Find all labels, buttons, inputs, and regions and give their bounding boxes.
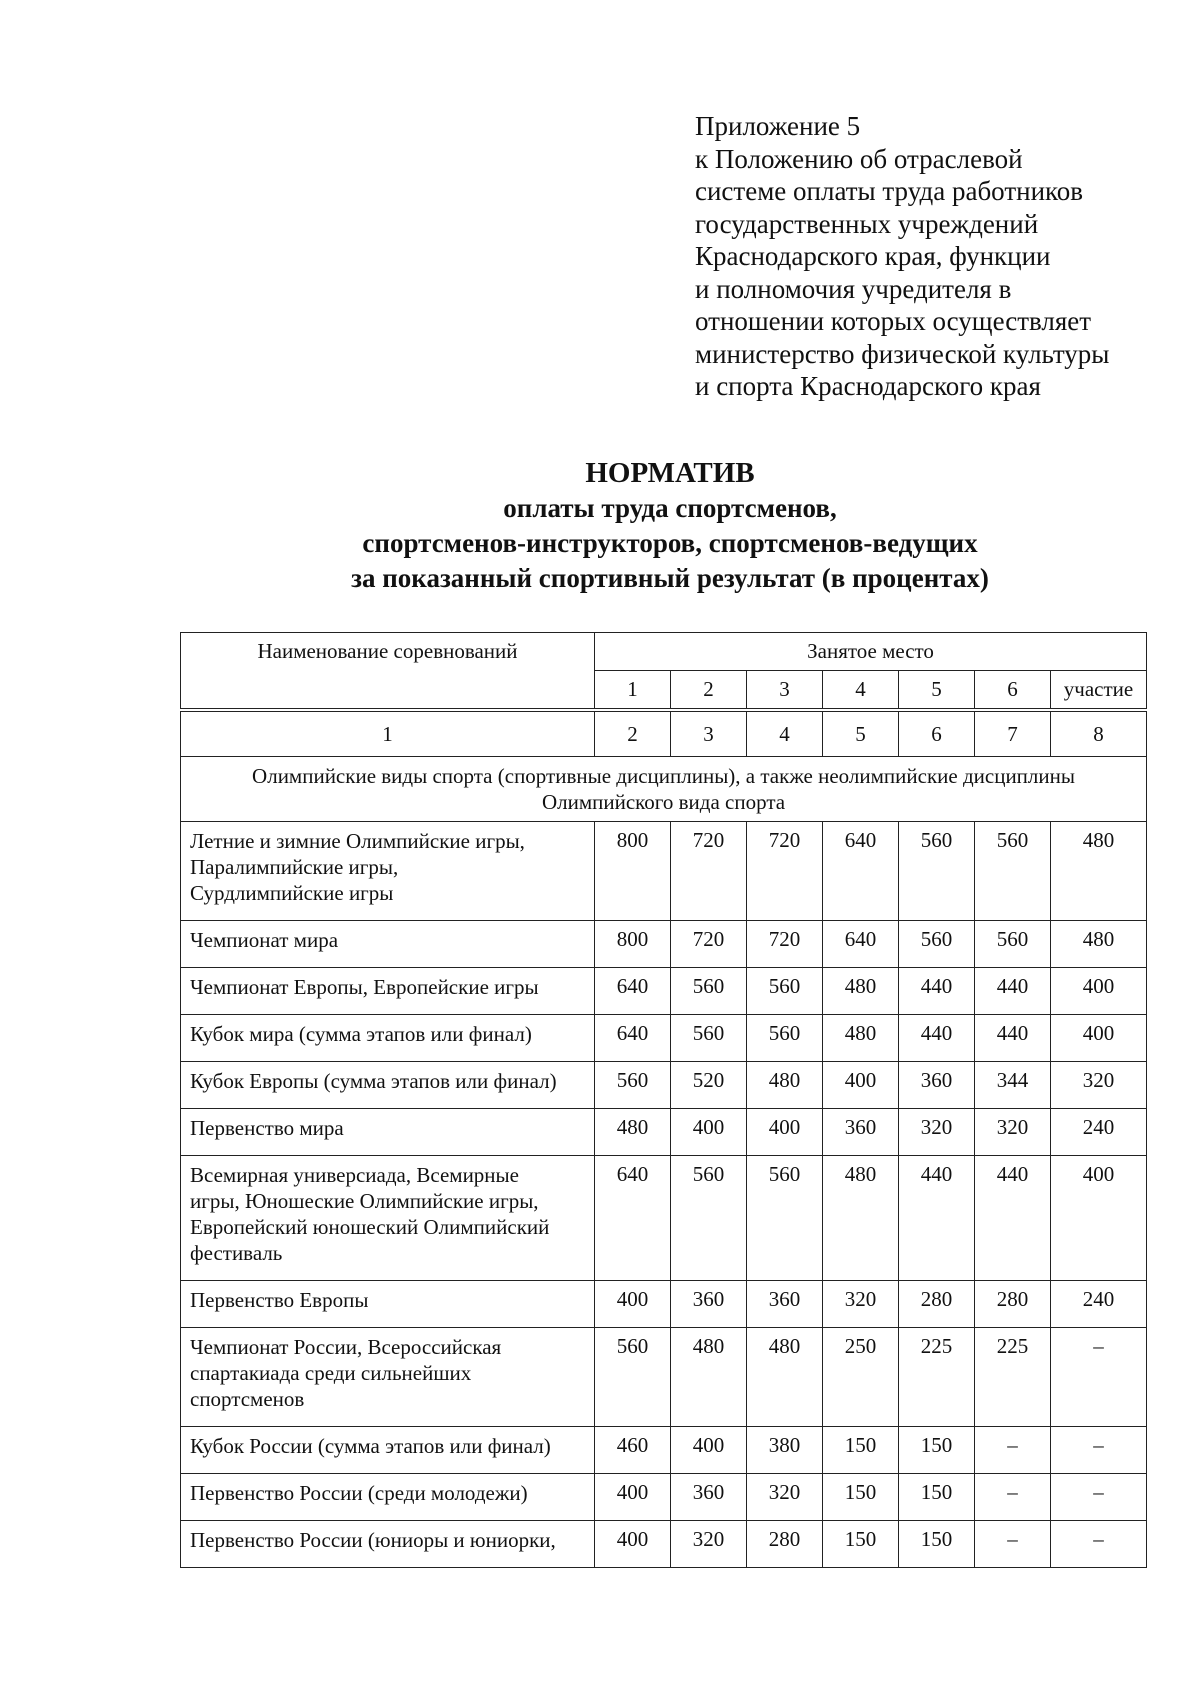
competition-name-line: спортсменов xyxy=(190,1387,305,1411)
percent-cell: 150 xyxy=(823,1474,899,1521)
table-row xyxy=(181,1474,1147,1521)
percent-cell: 720 xyxy=(671,822,747,921)
appendix-line: к Положению об отраслевой xyxy=(695,143,1023,174)
percent-cell: 800 xyxy=(595,921,671,968)
percent-cell: 150 xyxy=(899,1521,975,1568)
document-heading xyxy=(200,455,1140,596)
competition-name-line: Первенство Европы xyxy=(190,1288,369,1312)
table-row xyxy=(181,1015,1147,1062)
percent-cell: 440 xyxy=(975,1156,1051,1281)
percent-cell: 360 xyxy=(671,1281,747,1328)
table-row xyxy=(181,1427,1147,1474)
competition-name-line: Кубок мира (сумма этапов или финал) xyxy=(190,1022,532,1046)
percent-cell: 360 xyxy=(899,1062,975,1109)
percent-cell: – xyxy=(1051,1474,1147,1521)
percent-cell: 480 xyxy=(595,1109,671,1156)
competition-name-line: Чемпионат Европы, Европейские игры xyxy=(190,975,539,999)
place-header: 6 xyxy=(975,671,1051,711)
competition-name-line: Кубок России (сумма этапов или финал) xyxy=(190,1434,551,1458)
column-number: 8 xyxy=(1051,710,1147,757)
percent-cell: 560 xyxy=(747,1156,823,1281)
competition-name-line: Летние и зимние Олимпийские игры, xyxy=(190,829,525,853)
competition-name-line: Чемпионат России, Всероссийская xyxy=(190,1335,502,1359)
table-row xyxy=(181,1521,1147,1568)
percent-cell: 720 xyxy=(747,921,823,968)
percent-cell: 400 xyxy=(747,1109,823,1156)
table-row xyxy=(181,1328,1147,1427)
competition-name xyxy=(181,1109,595,1156)
percent-cell: 150 xyxy=(899,1474,975,1521)
percent-cell: 560 xyxy=(899,921,975,968)
competition-name xyxy=(181,1062,595,1109)
percent-cell: – xyxy=(1051,1427,1147,1474)
percent-cell: 480 xyxy=(823,1156,899,1281)
percent-cell: 720 xyxy=(671,921,747,968)
percent-cell: 240 xyxy=(1051,1281,1147,1328)
percent-cell: – xyxy=(1051,1521,1147,1568)
appendix-line: отношении которых осуществляет xyxy=(695,306,1092,336)
percent-cell: 360 xyxy=(671,1474,747,1521)
percent-cell: 150 xyxy=(823,1427,899,1474)
percent-cell: 640 xyxy=(595,1015,671,1062)
competition-name-line: Первенство России (юниоры и юниорки, xyxy=(190,1528,556,1552)
appendix-line: системе оплаты труда работников xyxy=(695,176,1084,206)
percent-cell: 560 xyxy=(975,822,1051,921)
percent-cell: 560 xyxy=(671,1156,747,1281)
section-title xyxy=(181,757,1147,822)
place-header: 4 xyxy=(823,671,899,711)
percent-cell: – xyxy=(975,1474,1051,1521)
percent-cell: 400 xyxy=(595,1521,671,1568)
percent-cell: 440 xyxy=(899,1156,975,1281)
section-row xyxy=(181,757,1147,822)
column-number: 5 xyxy=(823,710,899,757)
column-header-place: Занятое место xyxy=(595,633,1147,671)
appendix-line: Краснодарского края, функции xyxy=(695,241,1051,271)
percent-cell: 280 xyxy=(747,1521,823,1568)
percent-cell: 400 xyxy=(595,1474,671,1521)
column-number: 6 xyxy=(899,710,975,757)
percent-cell: – xyxy=(1051,1328,1147,1427)
percent-cell: 400 xyxy=(671,1109,747,1156)
percent-cell: 225 xyxy=(899,1328,975,1427)
competition-name xyxy=(181,1521,595,1568)
section-title-line: Олимпийские виды спорта (спортивные дисциплины), а также неолимпийские дисциплины xyxy=(252,764,1075,788)
column-header-name: Наименование соревнований xyxy=(181,633,595,711)
percent-cell: 440 xyxy=(975,1015,1051,1062)
column-number: 1 xyxy=(181,710,595,757)
place-header: участие xyxy=(1051,671,1147,711)
percent-cell: 640 xyxy=(595,968,671,1015)
competition-name xyxy=(181,1328,595,1427)
norm-table xyxy=(180,632,1147,1568)
table-row xyxy=(181,1062,1147,1109)
competition-name xyxy=(181,1015,595,1062)
competition-name xyxy=(181,968,595,1015)
percent-cell: 400 xyxy=(1051,1015,1147,1062)
percent-cell: 280 xyxy=(899,1281,975,1328)
percent-cell: 400 xyxy=(1051,1156,1147,1281)
percent-cell: 150 xyxy=(823,1521,899,1568)
percent-cell: 480 xyxy=(747,1062,823,1109)
percent-cell: 560 xyxy=(671,1015,747,1062)
column-number: 7 xyxy=(975,710,1051,757)
percent-cell: 520 xyxy=(671,1062,747,1109)
table-row xyxy=(181,1281,1147,1328)
percent-cell: 800 xyxy=(595,822,671,921)
percent-cell: 440 xyxy=(975,968,1051,1015)
section-title-line: Олимпийского вида спорта xyxy=(541,790,786,814)
competition-name xyxy=(181,921,595,968)
competition-name-line: Чемпионат мира xyxy=(190,928,339,952)
appendix-line: государственных учреждений xyxy=(695,208,1039,239)
percent-cell: 560 xyxy=(595,1062,671,1109)
competition-name-line: спартакиада среди сильнейших xyxy=(190,1361,472,1385)
percent-cell: 240 xyxy=(1051,1109,1147,1156)
percent-cell: 480 xyxy=(823,1015,899,1062)
table-row xyxy=(181,921,1147,968)
percent-cell: 480 xyxy=(823,968,899,1015)
percent-cell: 400 xyxy=(823,1062,899,1109)
percent-cell: – xyxy=(975,1521,1051,1568)
percent-cell: 560 xyxy=(747,1015,823,1062)
percent-cell: 720 xyxy=(747,822,823,921)
percent-cell: 320 xyxy=(975,1109,1051,1156)
document-subtitle-line: оплаты труда спортсменов, xyxy=(503,493,837,523)
percent-cell: 360 xyxy=(747,1281,823,1328)
percent-cell: 250 xyxy=(823,1328,899,1427)
percent-cell: 640 xyxy=(823,921,899,968)
table-row xyxy=(181,1156,1147,1281)
percent-cell: 640 xyxy=(595,1156,671,1281)
competition-name xyxy=(181,1281,595,1328)
percent-cell: 560 xyxy=(747,968,823,1015)
competition-name-line: Кубок Европы (сумма этапов или финал) xyxy=(190,1069,557,1093)
percent-cell: 360 xyxy=(823,1109,899,1156)
percent-cell: 400 xyxy=(671,1427,747,1474)
document-title: НОРМАТИВ xyxy=(585,457,755,489)
percent-cell: 480 xyxy=(1051,822,1147,921)
place-header: 3 xyxy=(747,671,823,711)
percent-cell: 640 xyxy=(823,822,899,921)
percent-cell: 440 xyxy=(899,968,975,1015)
place-header: 5 xyxy=(899,671,975,711)
percent-cell: 320 xyxy=(823,1281,899,1328)
percent-cell: 560 xyxy=(975,921,1051,968)
appendix-line: и спорта Краснодарского края xyxy=(695,371,1041,401)
percent-cell: 460 xyxy=(595,1427,671,1474)
competition-name-line: Первенство России (среди молодежи) xyxy=(190,1481,528,1505)
percent-cell: 380 xyxy=(747,1427,823,1474)
competition-name-line: Сурдлимпийские игры xyxy=(190,881,394,905)
percent-cell: 344 xyxy=(975,1062,1051,1109)
competition-name xyxy=(181,1427,595,1474)
competition-name-line: игры, Юношеские Олимпийские игры, xyxy=(190,1189,539,1213)
column-number: 2 xyxy=(595,710,671,757)
competition-name xyxy=(181,822,595,921)
percent-cell: 560 xyxy=(671,968,747,1015)
percent-cell: 480 xyxy=(1051,921,1147,968)
percent-cell: 320 xyxy=(671,1521,747,1568)
percent-cell: 400 xyxy=(1051,968,1147,1015)
percent-cell: – xyxy=(975,1427,1051,1474)
percent-cell: 560 xyxy=(595,1328,671,1427)
table-row xyxy=(181,1109,1147,1156)
appendix-line: и полномочия учредителя в xyxy=(695,273,1012,304)
competition-name-line: Европейский юношеский Олимпийский xyxy=(190,1215,550,1239)
document-subtitle-line: за показанный спортивный результат (в процентах) xyxy=(351,563,989,593)
column-number-row xyxy=(181,710,1147,757)
competition-name-line: Первенство мира xyxy=(190,1116,344,1140)
appendix-block xyxy=(695,110,1165,403)
document-subtitle-line: спортсменов-инструкторов, спортсменов-ведущих xyxy=(362,528,978,558)
competition-name xyxy=(181,1156,595,1281)
percent-cell: 480 xyxy=(671,1328,747,1427)
place-header: 1 xyxy=(595,671,671,711)
percent-cell: 225 xyxy=(975,1328,1051,1427)
appendix-line: Приложение 5 xyxy=(695,111,861,141)
percent-cell: 320 xyxy=(747,1474,823,1521)
percent-cell: 320 xyxy=(1051,1062,1147,1109)
competition-name-line: Всемирная универсиада, Всемирные xyxy=(190,1163,519,1187)
percent-cell: 440 xyxy=(899,1015,975,1062)
column-number: 3 xyxy=(671,710,747,757)
table-row xyxy=(181,968,1147,1015)
column-number: 4 xyxy=(747,710,823,757)
place-header: 2 xyxy=(671,671,747,711)
competition-name-line: фестиваль xyxy=(190,1241,283,1265)
percent-cell: 280 xyxy=(975,1281,1051,1328)
percent-cell: 150 xyxy=(899,1427,975,1474)
percent-cell: 400 xyxy=(595,1281,671,1328)
appendix-line: министерство физической культуры xyxy=(695,338,1110,369)
percent-cell: 560 xyxy=(899,822,975,921)
table-row xyxy=(181,822,1147,921)
competition-name-line: Паралимпийские игры, xyxy=(190,855,399,879)
percent-cell: 480 xyxy=(747,1328,823,1427)
percent-cell: 320 xyxy=(899,1109,975,1156)
competition-name xyxy=(181,1474,595,1521)
